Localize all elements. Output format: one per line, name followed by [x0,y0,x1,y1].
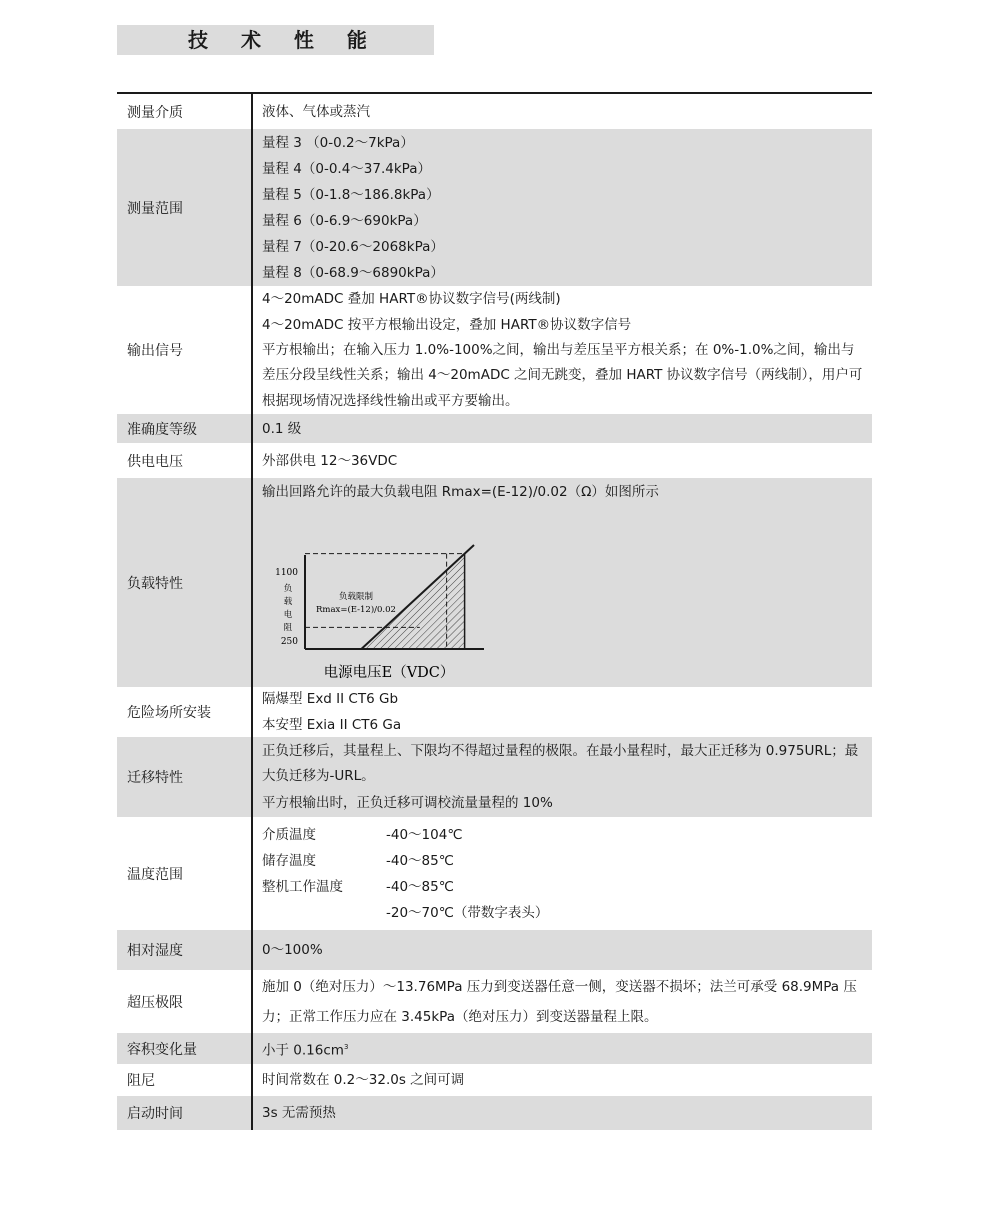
temp-name: 整机工作温度 [262,878,343,895]
row-value [253,970,872,1033]
y-axis-label-char: 电 [283,610,293,620]
temp-value: -40～85℃ [386,852,454,869]
x-axis-label: 电源电压E（VDC） [323,665,455,681]
value-line: 0.1 级 [262,420,302,437]
table-row [117,1096,872,1130]
y-tick-label: 250 [280,637,298,647]
row-label: 温度范围 [117,817,253,930]
table-row [117,129,872,286]
row-value [253,443,872,478]
temp-value: -20～70℃（带数字表头） [386,904,549,921]
value-line: 量程 7（0-20.6～2068kPa） [262,238,444,255]
table-row [117,414,872,443]
chart-title: 负载限制 [338,592,374,602]
value-line: 时间常数在 0.2～32.0s 之间可调 [262,1072,465,1088]
value-line: 液体、气体或蒸汽 [262,103,370,120]
value-line: 量程 4（0-0.4～37.4kPa） [262,160,431,177]
value-paragraph: 正负迁移后，其量程上、下限均不得超过量程的极限。在最小量程时，最大正迁移为 0.975URL；最大负迁移为-URL。 [262,742,859,784]
row-value [253,1064,872,1096]
value-line: 输出回路允许的最大负载电阻 Rmax=(E-12)/0.02（Ω）如图所示 [262,484,659,500]
load-chart-svg [262,505,502,685]
load-chart [262,505,864,685]
value-line: 3s 无需预热 [262,1105,336,1121]
table-row [117,443,872,478]
row-label: 负载特性 [117,478,253,687]
temp-name: 介质温度 [262,826,316,843]
row-label: 供电电压 [117,443,253,478]
row-value [253,478,872,687]
value-line: 量程 5（0-1.8～186.8kPa） [262,186,440,203]
row-label: 危险场所安装 [117,687,253,737]
temp-name [262,900,386,926]
row-label: 准确度等级 [117,414,253,443]
row-label: 容积变化量 [117,1033,253,1064]
row-value [253,1096,872,1130]
value-line: 量程 3 （0-0.2～7kPa） [262,134,414,151]
row-value [253,414,872,443]
row-value [253,930,872,970]
y-axis-label-char: 载 [283,597,293,607]
row-label: 相对湿度 [117,930,253,970]
section-title-text: 技 术 性 能 [188,28,380,52]
table-row [117,687,872,737]
row-value [253,1033,872,1064]
section-title [117,25,434,55]
row-label: 超压极限 [117,970,253,1033]
value-paragraph: 平方根输出；在输入压力 1.0%-100%之间，输出与差压呈平方根关系；在 0%-1.0%之间，输出与差压分段呈线性关系；输出 4～20mADC 之间无跳变，叠加 HART 协议数字信号（两线制），用户可根据现场情况选择线性输出或平方要输出。 [262,341,863,409]
table-row [117,930,872,970]
row-value [253,737,872,817]
value-line [262,1034,864,1064]
table-row [117,1064,872,1096]
table-row [117,478,872,687]
table-row [117,1033,872,1064]
volume-change-text: 小于 0.16cm [262,1042,344,1059]
temp-value: -40～104℃ [386,826,463,843]
table-row [117,970,872,1033]
value-line: 量程 8（0-68.9～6890kPa） [262,264,444,281]
value-line: 隔爆型 Exd II CT6 Gb [262,691,399,707]
row-label: 测量范围 [117,129,253,286]
temperature-grid [262,822,864,926]
value-line: 外部供电 12～36VDC [262,452,398,469]
row-label: 阻尼 [117,1064,253,1096]
row-label: 迁移特性 [117,737,253,817]
row-value [253,94,872,129]
value-paragraph: 施加 0（绝对压力）～13.76MPa 压力到变送器任意一侧，变送器不损坏；法兰可承受 68.9MPa 压力；正常工作压力应在 3.45kPa（绝对压力）到变送器量程上限。 [262,978,857,1025]
value-line: 4～20mADC 叠加 HART®协议数字信号(两线制) [262,290,561,307]
y-tick-label: 1100 [275,568,298,578]
cubic-superscript: 3 [343,1042,349,1051]
table-row [117,286,872,414]
value-line: 量程 6（0-6.9～690kPa） [262,212,427,229]
value-line: 4～20mADC 按平方根输出设定，叠加 HART®协议数字信号 [262,316,632,333]
row-value [253,687,872,737]
spec-table [117,92,872,1130]
row-value [253,286,872,414]
table-row [117,817,872,930]
chart-formula: Rmax=(E-12)/0.02 [316,605,396,615]
row-label: 测量介质 [117,94,253,129]
row-value [253,817,872,930]
row-label: 输出信号 [117,286,253,414]
table-row [117,737,872,817]
y-axis-label-char: 阻 [283,623,293,633]
y-axis-label-char: 负 [283,584,293,594]
value-line: 0～100% [262,942,323,958]
value-line: 平方根输出时，正负迁移可调校流量量程的 10% [262,794,553,811]
row-value [253,129,872,286]
temp-value: -40～85℃ [386,878,454,895]
value-line: 本安型 Exia II CT6 Ga [262,717,402,733]
temp-name: 储存温度 [262,852,316,869]
table-row [117,94,872,129]
row-label: 启动时间 [117,1096,253,1130]
